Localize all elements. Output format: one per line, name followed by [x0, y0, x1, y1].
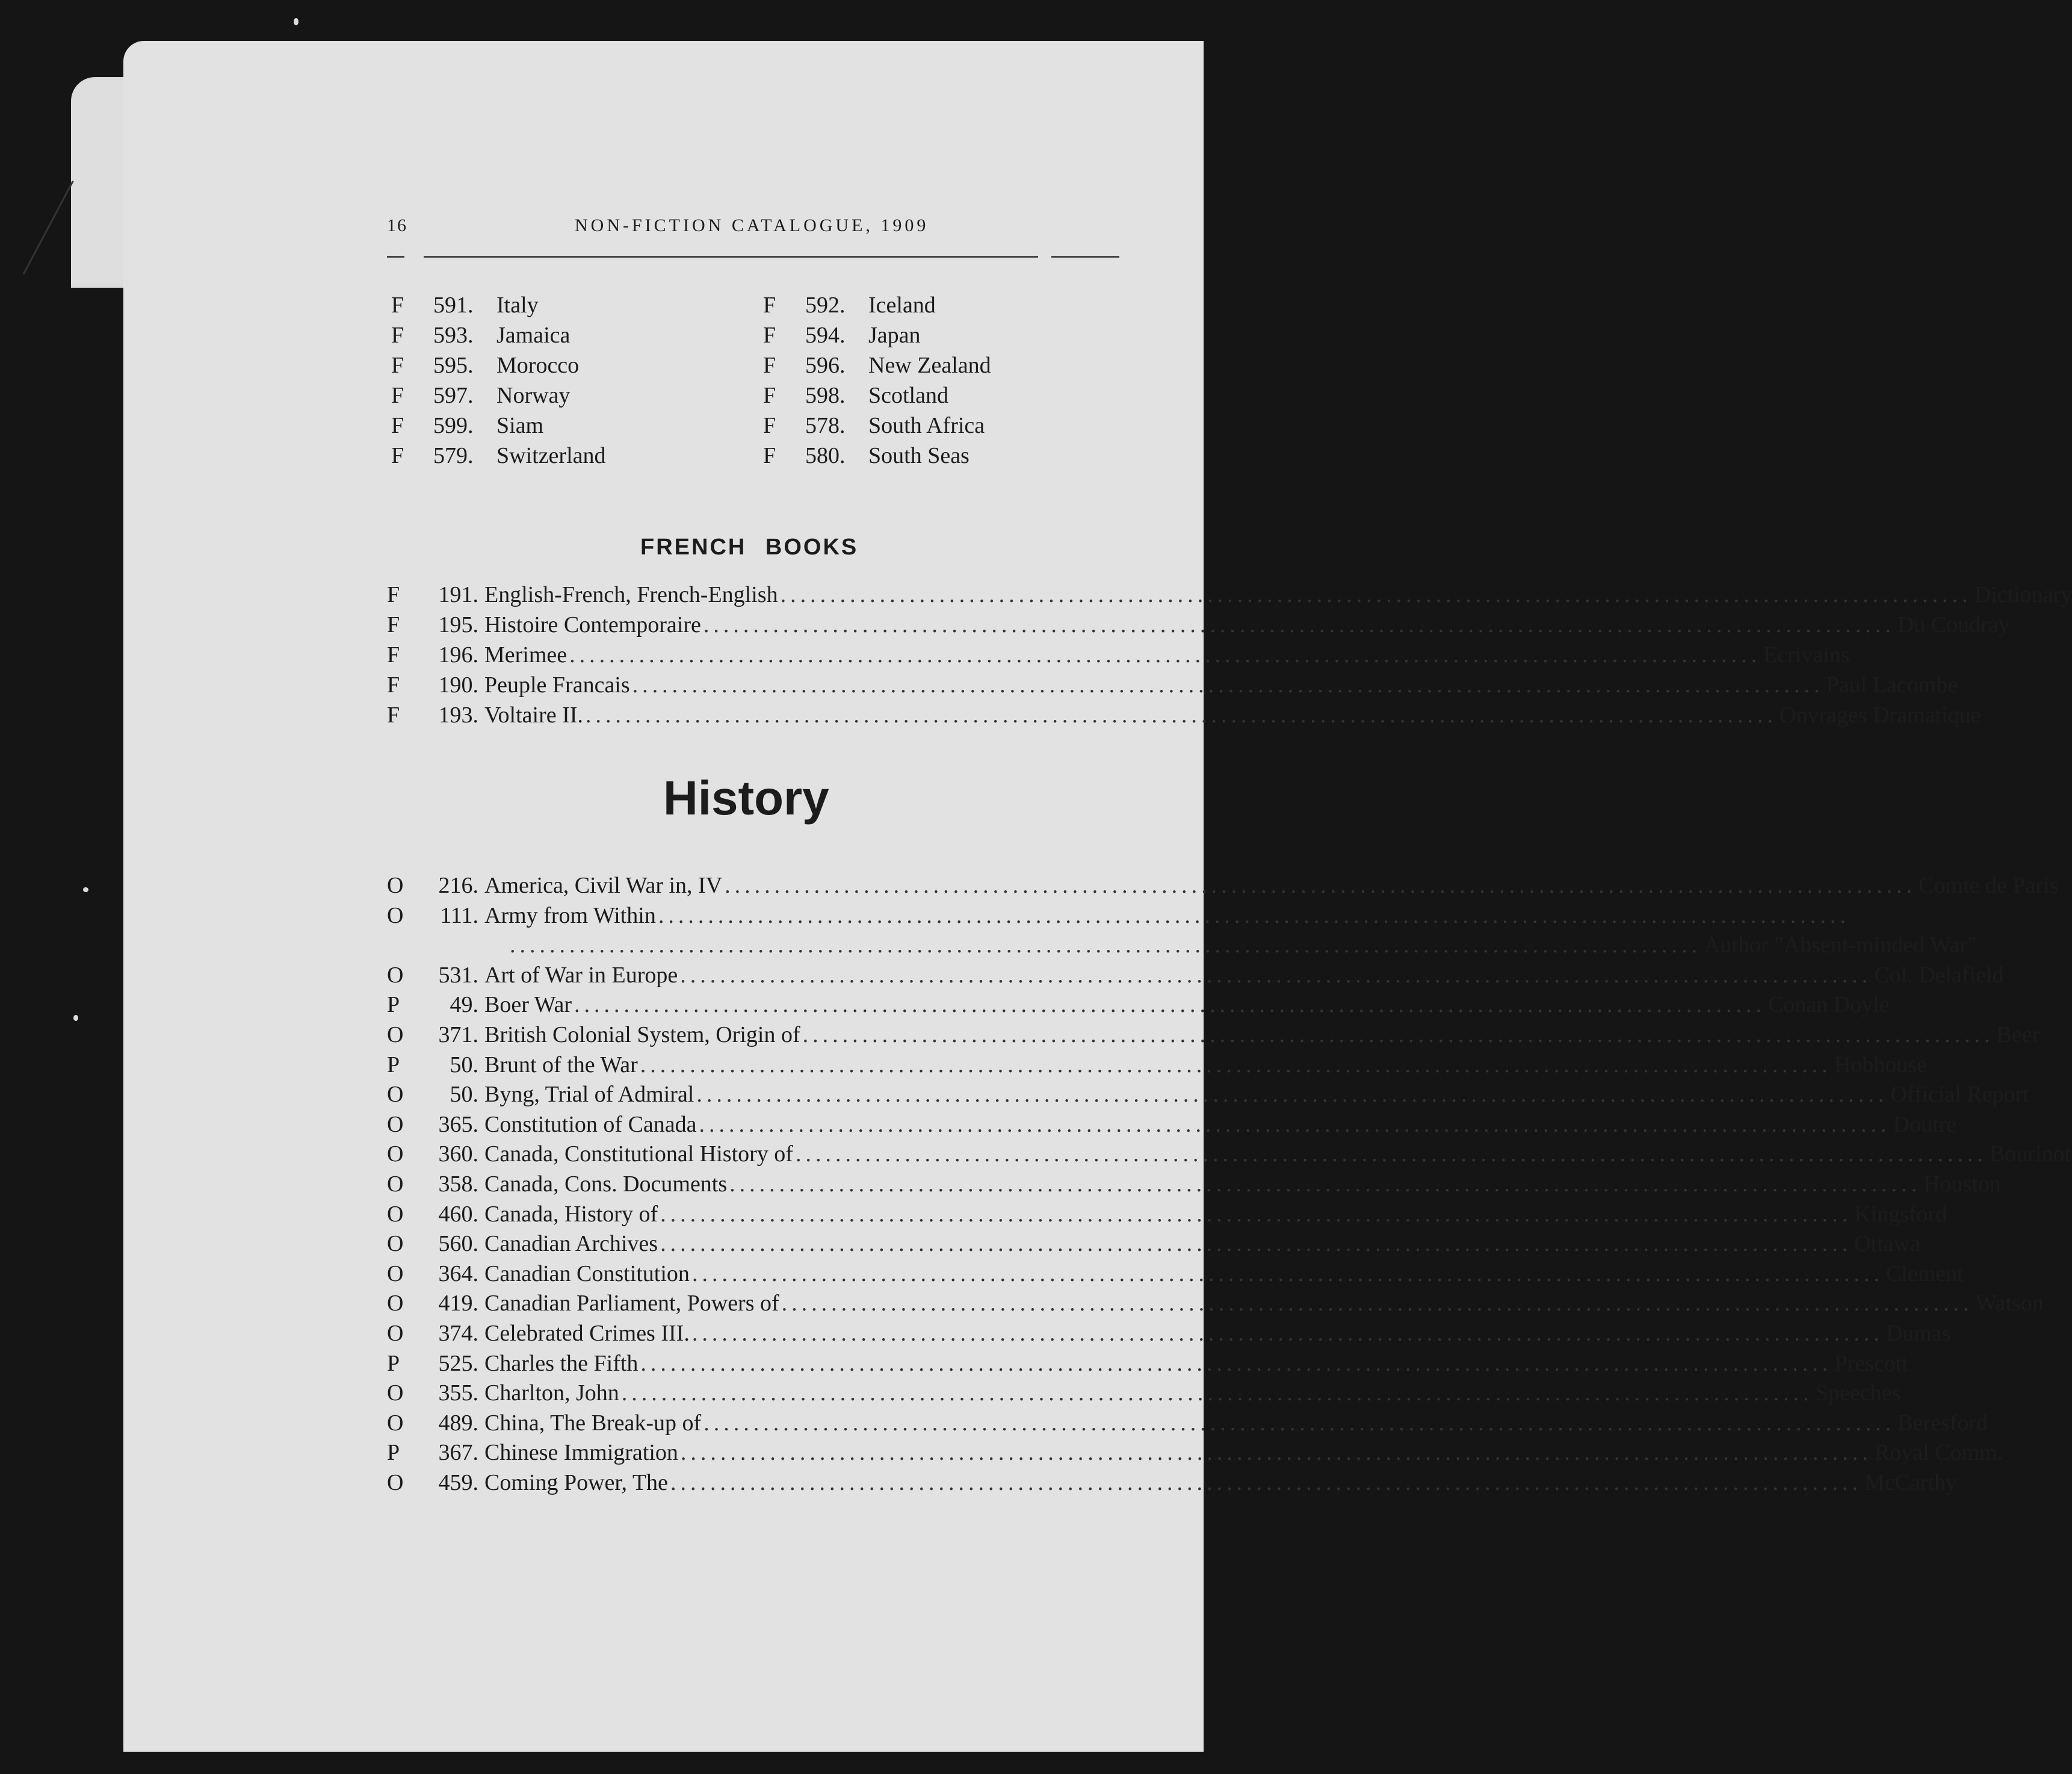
catalogue-number: 358. — [438, 1171, 478, 1197]
entry-body — [484, 1438, 2003, 1467]
catalogue-number: 596. — [805, 353, 846, 378]
class-code: F — [763, 413, 776, 438]
catalogue-number: 190. — [438, 672, 478, 698]
catalogue-number: 592. — [805, 293, 846, 318]
entry-body — [507, 931, 1977, 960]
entry-title: English-French, French-English — [484, 582, 778, 607]
class-code: F — [763, 323, 776, 348]
class-code: F — [387, 702, 400, 728]
entry-title: Brunt of the War — [484, 1052, 638, 1078]
catalogue-entry — [387, 1349, 1908, 1378]
entry-title: Charlton, John — [484, 1380, 619, 1406]
catalogue-number: 195. — [438, 612, 478, 637]
entry-title: Japan — [868, 323, 921, 348]
catalogue-number: 459. — [438, 1470, 478, 1495]
class-code: O — [387, 1231, 404, 1257]
entry-body — [484, 671, 1958, 699]
catalogue-number: 49. — [450, 992, 478, 1018]
entry-body — [484, 1110, 1957, 1139]
catalogue-entry — [387, 1200, 1947, 1229]
class-code: P — [387, 1350, 400, 1376]
catalogue-number: 367. — [438, 1440, 478, 1466]
class-code: O — [387, 902, 404, 928]
catalogue-number: 371. — [438, 1022, 478, 1047]
entry-body — [484, 1020, 2040, 1049]
class-code: P — [387, 1052, 400, 1078]
catalogue-entry — [387, 671, 1958, 699]
entry-title: South Seas — [868, 443, 970, 468]
entry-title: Morocco — [496, 353, 580, 378]
class-code: P — [387, 1440, 400, 1466]
class-code: F — [763, 383, 776, 408]
entry-title: Norway — [496, 383, 571, 408]
running-title: NON-FICTION CATALOGUE, 1909 — [575, 216, 929, 235]
leader-dots: ........................................................................................................................ — [802, 1022, 1994, 1047]
class-code: O — [387, 873, 404, 898]
class-code: O — [387, 1141, 404, 1167]
catalogue-entry — [387, 1080, 2029, 1109]
entry-author: Hobhouse — [1834, 1052, 1927, 1078]
class-code: F — [387, 672, 400, 698]
entry-title: Art of War in Europe — [484, 962, 678, 988]
catalogue-entry — [387, 580, 2072, 609]
leader-dots: ........................................................................................................................ — [691, 1321, 1884, 1346]
entry-body — [484, 1319, 1951, 1348]
catalogue-entry — [387, 1140, 2071, 1168]
leader-dots: ........................................................................................................................ — [632, 672, 1824, 698]
entry-title: New Zealand — [868, 353, 991, 378]
catalogue-number: 594. — [805, 323, 846, 348]
catalogue-entry — [387, 1409, 1988, 1437]
entry-title: Scotland — [868, 383, 948, 408]
french-books-heading: FRENCH BOOKS — [640, 535, 859, 560]
rule-break — [1038, 253, 1051, 260]
catalogue-number: 111. — [440, 902, 478, 928]
entry-author: Prescott — [1834, 1350, 1908, 1376]
class-code: O — [387, 1022, 404, 1047]
entry-body — [484, 580, 2072, 609]
leader-dots: ........................................................................................................................ — [670, 1470, 1862, 1495]
class-code: O — [387, 962, 404, 988]
catalogue-number: 196. — [438, 642, 478, 668]
entry-author: Beresford — [1897, 1410, 1988, 1436]
entry-author: Kingsford — [1854, 1201, 1947, 1227]
entry-author: Clement — [1885, 1261, 1964, 1286]
entry-body — [484, 1289, 2044, 1318]
catalogue-number: 365. — [438, 1111, 478, 1137]
catalogue-number: 419. — [438, 1291, 478, 1317]
entry-title: Voltaire II. — [484, 702, 583, 728]
leader-dots: ........................................................................................................................ — [660, 1231, 1852, 1257]
catalogue-entry — [387, 990, 1890, 1019]
entry-author: Bourinot — [1989, 1141, 2071, 1167]
catalogue-number: 579. — [433, 443, 474, 468]
entry-author: McCarthy — [1864, 1470, 1958, 1495]
catalogue-entry — [387, 1110, 1957, 1139]
entry-body — [484, 901, 1850, 930]
entry-body — [484, 961, 2004, 990]
catalogue-number: 593. — [433, 323, 474, 348]
entry-author: Speeches — [1815, 1380, 1901, 1406]
catalogue-entry — [387, 1050, 1927, 1079]
entry-author: Conan Doyle — [1768, 992, 1890, 1018]
class-code: P — [387, 992, 400, 1018]
entry-body — [484, 701, 1981, 730]
entry-author: Onvrages Dramatique — [1779, 702, 1981, 728]
leader-dots: ........................................................................................................................ — [780, 582, 1972, 607]
entry-title: Celebrated Crimes III. — [484, 1321, 690, 1346]
catalogue-number: 489. — [438, 1410, 478, 1436]
entry-title: Coming Power, The — [484, 1470, 668, 1495]
film-speck — [83, 887, 88, 892]
class-code: F — [391, 323, 404, 348]
entry-title: Byng, Trial of Admiral — [484, 1082, 694, 1108]
catalogue-entry — [387, 1438, 2003, 1467]
class-code: F — [763, 443, 776, 468]
entry-author: Author "Absent-minded War" — [1704, 932, 1977, 958]
entry-body — [484, 1050, 1927, 1079]
entry-title: Canada, Constitutional History of — [484, 1141, 793, 1167]
entry-body — [484, 640, 1850, 669]
entry-title: Switzerland — [496, 443, 606, 468]
class-code: O — [387, 1111, 404, 1137]
entry-author: Official Report — [1890, 1082, 2029, 1108]
catalogue-number: 591. — [433, 293, 474, 318]
catalogue-number: 580. — [805, 443, 846, 468]
catalogue-number: 525. — [438, 1350, 478, 1376]
entry-title: South Africa — [868, 413, 985, 438]
catalogue-entry — [387, 1259, 1964, 1288]
catalogue-entry — [387, 1468, 1958, 1497]
entry-author: Ottawa — [1854, 1231, 1920, 1257]
entry-title: Boer War — [484, 992, 572, 1018]
catalogue-number: 191. — [438, 582, 478, 607]
class-code: O — [387, 1291, 404, 1317]
class-code: O — [387, 1380, 404, 1406]
leader-dots: ........................................................................................................................ — [680, 1440, 1872, 1466]
catalogue-entry — [387, 1289, 2044, 1318]
entry-author: Col. Delafield — [1874, 962, 2004, 988]
catalogue-entry — [387, 640, 1850, 669]
page-header — [0, 216, 1204, 240]
entry-body — [484, 871, 2059, 900]
catalogue-entry — [387, 1379, 1901, 1407]
catalogue-number: 460. — [438, 1201, 478, 1227]
catalogue-entry — [387, 1020, 2040, 1049]
entry-body — [484, 1259, 1964, 1288]
catalogue-entry — [387, 1170, 2001, 1199]
entry-title: Peuple Francais — [484, 672, 630, 698]
catalogue-number: 50. — [450, 1052, 478, 1078]
entry-body — [484, 1379, 1901, 1407]
class-code: F — [763, 353, 776, 378]
catalogue-entry — [387, 871, 2059, 900]
class-code: O — [387, 1171, 404, 1197]
catalogue-entry — [387, 901, 1850, 930]
catalogue-entry — [387, 701, 1981, 730]
class-code: O — [387, 1321, 404, 1346]
leader-dots: ........................................................................................................................ — [703, 612, 1895, 637]
entry-author: Houston — [1923, 1171, 2001, 1197]
leader-dots: ........................................................................................................................ — [640, 1350, 1832, 1376]
film-speck — [73, 1015, 78, 1021]
catalogue-number: 50. — [450, 1082, 478, 1108]
entry-body — [484, 1468, 1958, 1497]
catalogue-entry — [387, 931, 1977, 960]
rule-break — [404, 253, 424, 260]
entry-title: Italy — [496, 293, 539, 318]
entry-title: Army from Within — [484, 902, 656, 928]
class-code: F — [391, 413, 404, 438]
history-heading: History — [663, 771, 829, 825]
entry-author: Comte de Paris — [1919, 873, 2059, 898]
entry-body — [484, 990, 1890, 1019]
class-code: O — [387, 1082, 404, 1108]
catalogue-number: 360. — [438, 1141, 478, 1167]
entry-body — [484, 610, 2010, 639]
leader-dots: ........................................................................................................................ — [691, 1261, 1884, 1286]
entry-title: Jamaica — [496, 323, 571, 348]
entry-author: Beer — [1996, 1022, 2040, 1047]
catalogue-number: 355. — [438, 1380, 478, 1406]
entry-title: Charles the Fifth — [484, 1350, 639, 1376]
entry-title: Canadian Parliament, Powers of — [484, 1291, 779, 1317]
class-code: O — [387, 1261, 404, 1286]
leader-dots: ........................................................................................................................ — [510, 932, 1701, 958]
class-code: F — [387, 642, 400, 668]
catalogue-number: 597. — [433, 383, 474, 408]
class-code: O — [387, 1201, 404, 1227]
entry-author: Du Coudray — [1897, 612, 2010, 637]
entry-author: Doutre — [1893, 1111, 1957, 1137]
entry-title: Constitution of Canada — [484, 1111, 697, 1137]
leader-dots: ........................................................................................................................ — [621, 1380, 1813, 1406]
entry-author: Dictionary — [1974, 582, 2072, 607]
catalogue-number: 216. — [438, 873, 478, 898]
entry-title: China, The Break-up of — [484, 1410, 702, 1436]
leader-dots: ........................................................................................................................ — [729, 1171, 1922, 1197]
class-code: F — [391, 443, 404, 468]
entry-title: Siam — [496, 413, 544, 438]
leader-dots: ........................................................................................................................ — [795, 1141, 1987, 1167]
entry-body — [484, 1080, 2029, 1109]
leader-dots: ........................................................................................................................ — [574, 992, 1766, 1018]
entry-title: Histoire Contemporaire — [484, 612, 701, 637]
entry-author: Watson — [1975, 1291, 2044, 1317]
leader-dots: ........................................................................................................................ — [680, 962, 1872, 988]
entry-author: Royal Comm. — [1874, 1440, 2003, 1466]
catalogue-number: 193. — [438, 702, 478, 728]
entry-title: Chinese Immigration — [484, 1440, 678, 1466]
catalogue-number: 595. — [433, 353, 474, 378]
film-speck — [294, 18, 298, 25]
entry-body — [484, 1229, 1920, 1258]
catalogue-number: 374. — [438, 1321, 478, 1346]
leader-dots: ........................................................................................................................ — [640, 1052, 1832, 1078]
catalogue-number: 599. — [433, 413, 474, 438]
catalogue-number: 560. — [438, 1231, 478, 1257]
leader-dots: ........................................................................................................................ — [725, 873, 1917, 898]
catalogue-entry — [387, 610, 2010, 639]
class-code: F — [763, 293, 776, 318]
class-code: F — [387, 582, 400, 607]
catalogue-number: 531. — [438, 962, 478, 988]
entry-body — [484, 1170, 2001, 1199]
entry-author: Dumas — [1885, 1321, 1951, 1346]
entry-title: Canadian Constitution — [484, 1261, 690, 1286]
page-number: 16 — [387, 216, 407, 235]
entry-title: America, Civil War in, IV — [484, 873, 723, 898]
entry-title: Merimee — [484, 642, 567, 668]
leader-dots: ........................................................................................................................ — [585, 702, 1777, 728]
entry-title: Canada, History of — [484, 1201, 658, 1227]
leader-dots: ........................................................................................................................ — [569, 642, 1761, 668]
catalogue-number: 598. — [805, 383, 846, 408]
entry-body — [484, 1349, 1908, 1378]
leader-dots: ........................................................................................................................ — [699, 1111, 1891, 1137]
catalogue-entry — [387, 1319, 1951, 1348]
leader-dots: ........................................................................................................................ — [781, 1291, 1973, 1317]
entry-title: Canadian Archives — [484, 1231, 658, 1257]
leader-dots: ........................................................................................................................ — [660, 1201, 1852, 1227]
catalogue-number: 364. — [438, 1261, 478, 1286]
class-code: O — [387, 1410, 404, 1436]
entry-body — [484, 1200, 1947, 1229]
entry-body — [484, 1140, 2071, 1168]
entry-author: Paul Lacombe — [1826, 672, 1958, 698]
entry-body — [484, 1409, 1988, 1437]
catalogue-entry — [387, 961, 2004, 990]
class-code: F — [387, 612, 400, 637]
entry-title: Iceland — [868, 293, 936, 318]
entry-title: British Colonial System, Origin of — [484, 1022, 800, 1047]
header-rule — [387, 256, 1119, 258]
entry-author: Ecrivains — [1763, 642, 1850, 668]
leader-dots: ........................................................................................................................ — [696, 1082, 1888, 1108]
entry-title: Canada, Cons. Documents — [484, 1171, 728, 1197]
class-code: F — [391, 293, 404, 318]
class-code: F — [391, 383, 404, 408]
leader-dots: ........................................................................................................................ — [704, 1410, 1896, 1436]
class-code: F — [391, 353, 404, 378]
catalogue-entry — [387, 1229, 1920, 1258]
catalogue-number: 578. — [805, 413, 846, 438]
leader-dots: ........................................................................................................................ — [658, 902, 1850, 928]
class-code: O — [387, 1470, 404, 1495]
